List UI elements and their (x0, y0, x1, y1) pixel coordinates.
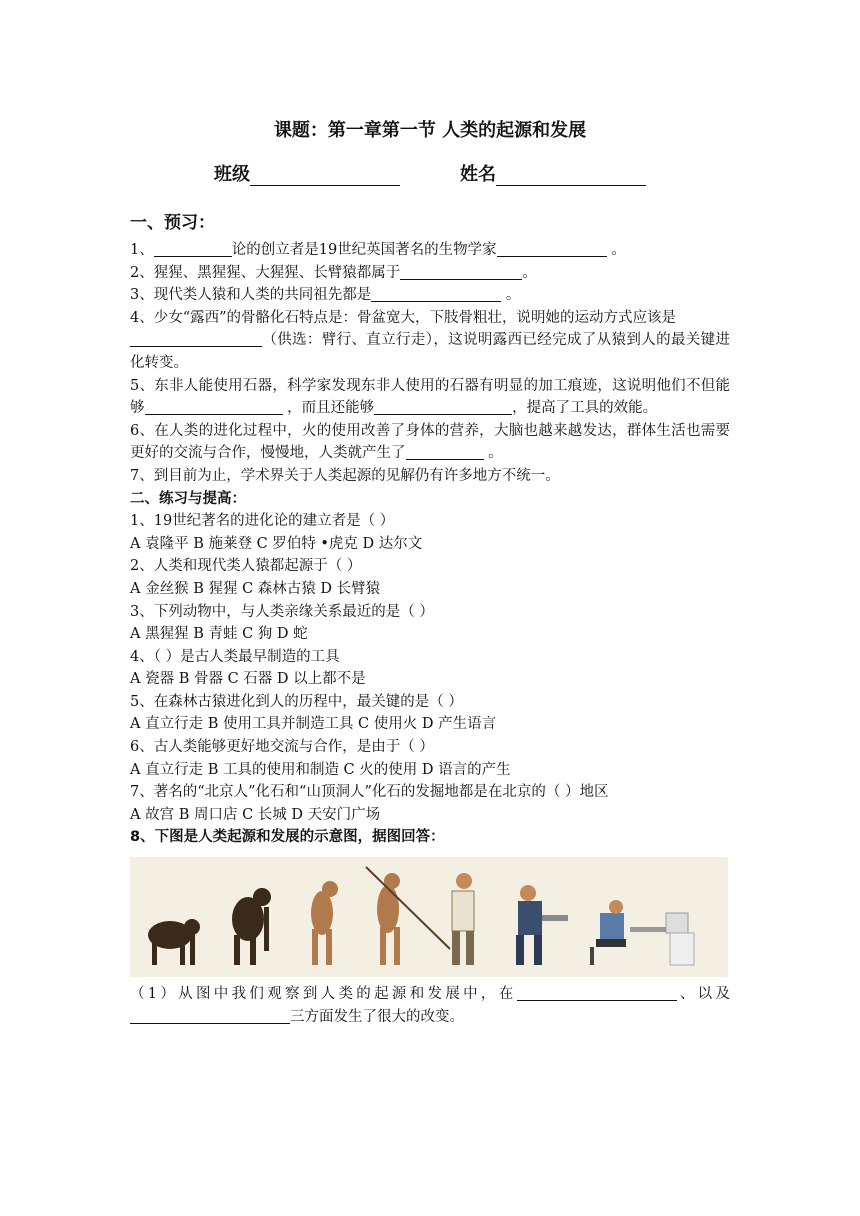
mcq-2-options: A 金丝猴 B 猩猩 C 森林古猿 D 长臂猿 (130, 580, 381, 597)
blank[interactable] (374, 398, 512, 415)
mcq-3-question: 3、下列动物中，与人类亲缘关系最近的是（ ） (130, 603, 434, 620)
blank[interactable] (497, 240, 607, 257)
blank[interactable] (154, 240, 232, 257)
class-blank[interactable] (250, 167, 400, 186)
q8-heading: 8、下图是人类起源和发展的示意图，据图回答： (130, 829, 445, 846)
worker-figure (516, 885, 568, 965)
chimp-figure (148, 919, 200, 965)
mcq-1-options: A 袁隆平 B 施莱登 C 罗伯特 •虎克 D 达尔文 (130, 535, 423, 552)
mcq-1-question: 1、19世纪著名的进化论的建立者是（ ） (130, 513, 395, 530)
mcq-5-question: 5、在森林古猿进化到人的历程中，最关键的是（ ） (130, 693, 463, 710)
class-label: 班级 (214, 164, 250, 185)
class-name-row (0, 160, 860, 186)
mcq-6-question: 6、古人类能够更好地交流与合作，是由于（ ） (130, 739, 434, 756)
section1-heading: 一、预习： (130, 213, 215, 233)
preview-q4: 4、少女“露西”的骨骼化石特点是：骨盆宽大，下肢骨粗壮，说明她的运动方式应该是 （供选：臂行、直立行走），这说明露西已经完成了从猿到人的最关键进化转变。 (130, 309, 730, 371)
preview-q2: 2、猩猩、黑猩猩、大猩猩、长臂猿都属于 。 (130, 264, 537, 281)
mcq-3-options: A 黑猩猩 B 青蛙 C 狗 D 蛇 (130, 626, 308, 643)
evolution-figures-image (130, 857, 728, 977)
blank[interactable] (130, 1007, 290, 1024)
section2-heading: 二、练习与提高： (130, 490, 246, 507)
preview-q1: 1、 论的创立者是19世纪英国著名的生物学家 。 (130, 242, 626, 258)
mcq-6-options: A 直立行走 B 工具的使用和制造 C 火的使用 D 语言的产生 (130, 761, 511, 778)
mcq-7-options: A 故宫 B 周口店 C 长城 D 天安门广场 (130, 806, 381, 823)
preview-q3: 3、现代类人猿和人类的共同祖先都是 。 (130, 287, 521, 304)
ape-figure (232, 888, 271, 965)
name-blank[interactable] (496, 167, 646, 186)
blank[interactable] (400, 263, 522, 280)
caveman-figure (366, 867, 450, 965)
blank[interactable] (130, 330, 262, 347)
farmer-figure (452, 873, 474, 965)
office-worker-figure (590, 900, 694, 965)
blank[interactable] (406, 443, 484, 460)
blank[interactable] (145, 398, 283, 415)
blank[interactable] (517, 984, 677, 1001)
mcq-7-question: 7、著名的“北京人”化石和“山顶洞人”化石的发掘地都是在北京的（ ）地区 (130, 784, 609, 801)
blank[interactable] (371, 285, 501, 302)
worksheet-content (130, 239, 730, 1028)
early-human-figure (311, 881, 338, 965)
preview-q6: 6、在人类的进化过程中，火的使用改善了身体的营养，大脑也越来越发达，群体生活也需要更好的交流与合作，慢慢地，人类就产生了 。 (130, 422, 730, 462)
mcq-4-options: A 瓷器 B 骨器 C 石器 D 以上都不是 (130, 671, 366, 688)
name-label: 姓名 (460, 164, 496, 185)
q8-part1: （1）从图中我们观察到人类的起源和发展中，在 、以及三方面发生了很大的改变。 (130, 986, 730, 1025)
preview-q7: 7、到目前为止，学术界关于人类起源的见解仍有许多地方不统一。 (130, 467, 560, 484)
mcq-5-options: A 直立行走 B 使用工具并制造工具 C 使用火 D 产生语言 (130, 716, 497, 733)
evolution-illustration (130, 857, 728, 977)
mcq-2-question: 2、人类和现代类人猿都起源于（ ） (130, 558, 362, 575)
page-title: 课题：第一章第一节 人类的起源和发展 (273, 120, 587, 141)
mcq-4-question: 4、（ ）是古人类最早制造的工具 (130, 648, 340, 665)
preview-q5: 5、东非人能使用石器，科学家发现东非人使用的石器有明显的加工痕迹，这说明他们不但能够 ，而且还能够 ，提高了工具的效能。 (130, 377, 730, 417)
